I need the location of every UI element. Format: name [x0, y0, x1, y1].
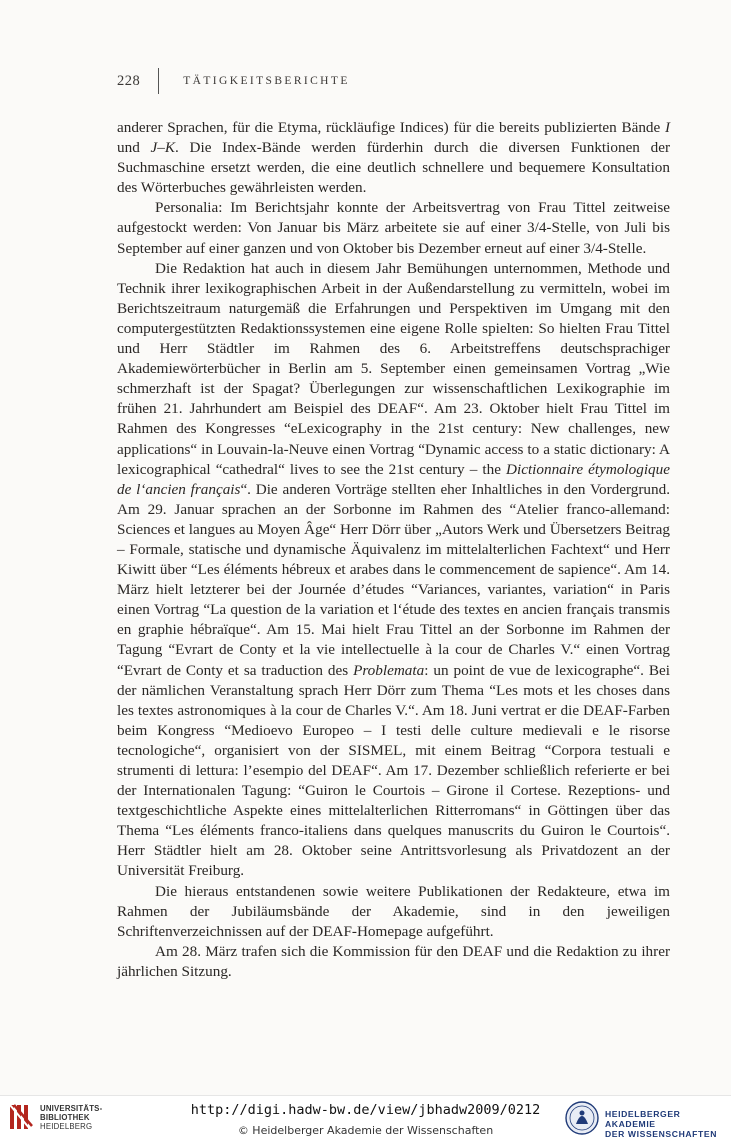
paragraph-2: Personalia: Im Berichtsjahr konnte der Arbeitsvertrag von Frau Tittel zeitweise aufgestockt werden: Von Januar bis März arbeitete sie auf einer 3/4-Stelle, von Juli bis September auf einer ganzen und von Oktober bis Dezember erneut auf einer 3/4-Stelle.	[117, 199, 670, 257]
italic-run: I	[664, 119, 670, 136]
haw-seal-icon[interactable]	[565, 1100, 599, 1136]
permalink-url[interactable]: http://digi.hadw-bw.de/view/jbhadw2009/0212	[190, 1102, 541, 1118]
body-text	[117, 118, 670, 982]
haw-line-2: DER WISSENSCHAFTEN	[605, 1129, 718, 1139]
running-head	[117, 68, 350, 94]
haw-line-1: HEIDELBERGER AKADEMIE	[605, 1109, 681, 1129]
ub-line-2: BIBLIOTHEK	[40, 1113, 90, 1122]
paragraph-5: Am 28. März trafen sich die Kommission für den DEAF und die Redaktion zu ihrer jährlichen Sitzung.	[117, 942, 670, 980]
text-run: anderer Sprachen, für die Etyma, rückläufige Indices) für die bereits publizierten Bände	[117, 119, 665, 136]
text-run: und	[117, 139, 151, 157]
text-run: “. Die anderen Vorträge stellten eher Inhaltliches in den Vordergrund. Am 29. Januar sprachen an der Sorbonne im Rahmen des “Atelier franco-allemand: Sciences et langues au Moyen Âge“ Herr Dörr über „Autors Werk und Übersetzers Beitrag – Formale, statische und dynamische Äquivalenz im mittelalterlichen Fachtext“ und Herr Kiwitt über “Les éléments hébreux et arabes dans le commencement de sapience“. Am 14. März hielt letzterer bei der Journée d’études “Variances, variantes, variation“ in Paris einen Vortrag “La question de la variation et l‘étude des textes en ancien français transmis en graphie hébraïque“. Am 15. Mai hielt Frau Tittel an der Sorbonne im Rahmen der Tagung “Evrart de Conty et la vie intellectuelle à la cour de Charles V.“ einen Vortrag “Evrart de Conty et sa traduction des	[117, 480, 670, 679]
viewer-footer	[0, 1095, 731, 1143]
text-run: Die Redaktion hat auch in diesem Jahr Bemühungen unternommen, Methode und Technik ihrer lexikographischen Arbeit in der Außendarstellung zu vermitteln, wobei im Berichtszeitraum naturgemäß die Erfahrungen und Perspektiven im Umgang mit den computergestützten Redaktionssystemen eine eigene Rolle spielten: So hielten Frau Tittel und Herr Städtler im Rahmen des 6. Arbeitstreffens deutschsprachiger Akademiewörterbücher in Berlin am 5. September einen gemeinsamen Vortrag „Wie schmerzhaft ist der Spagat? Überlegungen zur wissenschaftlichen Lexikographie im frühen 21. Jahrhundert am Beispiel des DEAF“. Am 23. Oktober hielt Frau Tittel im Rahmen des Kongresses “eLexicography in the 21st century: New challenges, new applications“ in Louvain-la-Neuve einen Vortrag “Dynamic access to a static dictionary: A lexicographical “cathedral“ lives to see the 21st century – the	[117, 259, 670, 478]
copyright-notice: © Heidelberger Akademie der Wissenschaften	[237, 1124, 494, 1137]
italic-run: J–K	[150, 139, 175, 157]
paragraph-4: Die hieraus entstandenen sowie weitere Publikationen der Redakteure, etwa im Rahmen der Jubiläumsbände der Akademie, sind in den jeweiligen Schriftenverzeichnissen auf der DEAF-Homepage aufgeführt.	[117, 882, 670, 940]
running-title: TÄTIGKEITSBERICHTE	[183, 75, 350, 87]
paragraph-1	[117, 118, 670, 198]
ub-line-1: UNIVERSITÄTS-	[40, 1104, 103, 1113]
italic-run: Problemata	[353, 661, 425, 679]
italic-run: Dictionnaire étymologique de l‘ancien français	[117, 460, 670, 498]
text-run: . Die Index-Bände werden fürderhin durch die diversen Funktionen der Suchmaschine ersetzt werden, die eine deutlich schnellere und bequemere Konsultation des Wörterbuches gewährleisten werden.	[117, 139, 671, 197]
haw-wordmark[interactable]	[605, 1109, 731, 1139]
page-number: 228	[117, 72, 141, 89]
ub-line-3: HEIDELBERG	[40, 1122, 93, 1131]
text-run: : un point de vue de lexicographe“. Bei der nämlichen Veranstaltung sprach Herr Dörr zum Thema “Les mots et les choses dans les textes astronomiques à la cour de Charles V.“. Am 18. Juni vertrat er die DEAF-Farben beim Kongress “Medioevo Europeo – I testi delle culture medievali e le risorse tecnologiche“, organisiert von der SISMEL, mit einem Beitrag “Corpora testuali e strumenti di lettura: l’esempio del DEAF“. Am 17. Dezember schließlich referierte er bei der Internationalen Tagung: “Guiron le Courtois – Girone il Cortese. Rezeptions- und textgeschichtliche Aspekte eines mittelalterlichen Ritterromans“ in Göttingen über das Thema “Les éléments franco-italiens dans quelques manuscrits du Guiron le Courtois“. Herr Städtler hielt am 28. Oktober seine Antrittsvorlesung als Privatdozent an der Universität Freiburg.	[117, 661, 670, 880]
header-divider	[158, 68, 159, 94]
paragraph-3	[117, 259, 670, 882]
